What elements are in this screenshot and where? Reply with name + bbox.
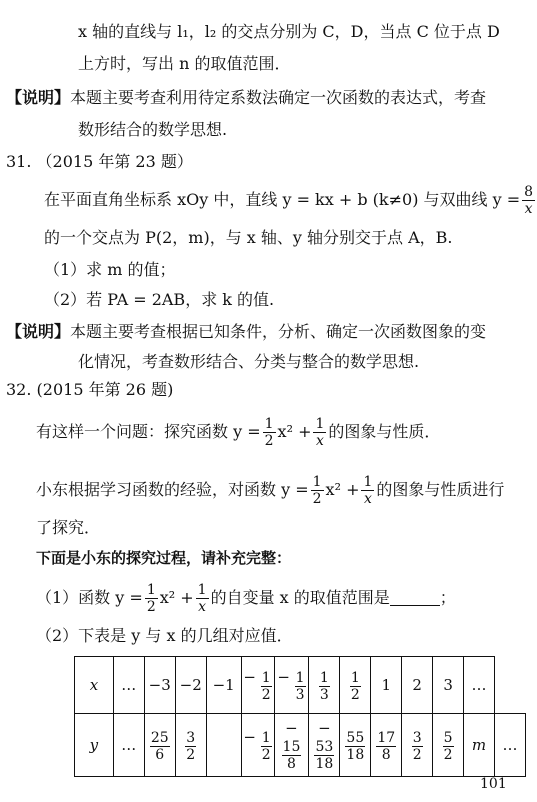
q32-study: 小东根据学习函数的经验，对函数 y = $\frac{1}{2}$ x² + $\frac{1}{x}$ 的图象与性质进行	[36, 473, 505, 507]
note-tag: 【说明】	[6, 88, 71, 107]
table-cell: …	[464, 657, 495, 714]
fraction: $\frac{1}{x}$	[363, 473, 373, 507]
table-cell: x	[75, 657, 114, 714]
q32-intro: 有这样一个问题：探究函数 y = $\frac{1}{2}$ x² + $\frac{1}{x}$ 的图象与性质．	[36, 415, 441, 449]
table-cell: 3	[433, 657, 464, 714]
table-cell: $\frac{17}{8}$	[371, 714, 402, 777]
q32-study-2: 了探究．	[36, 518, 101, 537]
q32-part-2: （2）下表是 y 与 x 的几组对应值．	[36, 626, 293, 645]
table-cell: $\frac{5}{2}$	[433, 714, 464, 777]
q31-stem-text: 在平面直角坐标系 xOy 中，直线 y = kx + b (k≠0) 与双曲线 y =	[44, 190, 521, 209]
note-text: 本题主要考查利用待定系数法确定一次函数的表达式，考查	[70, 88, 487, 107]
q31-stem-1	[44, 180, 537, 220]
answer-blank[interactable]	[390, 591, 440, 606]
table-cell: $\frac{3}{2}$	[402, 714, 433, 777]
line-top-1: x 轴的直线与 l₁，l₂ 的交点分别为 C，D，当点 C 位于点 D	[78, 22, 500, 41]
value-table	[74, 656, 526, 777]
table-cell: 1	[371, 657, 402, 714]
table-row-y	[75, 714, 526, 777]
note-2-cont: 化情况，考查数形结合、分类与整合的数学思想.	[78, 352, 420, 371]
q32-bold-instruction: 下面是小东的探究过程，请补充完整：	[36, 549, 292, 567]
fraction: $\frac{1}{2}$	[312, 473, 322, 507]
table-cell: − $\frac{15}{8}$	[274, 714, 309, 777]
table-cell: − $\frac{1}{3}$	[274, 657, 309, 714]
page-number: 101	[480, 776, 507, 792]
q31-part-2: （2）若 PA = 2AB，求 k 的值.	[44, 290, 275, 309]
table-cell: − $\frac{1}{2}$	[241, 657, 274, 714]
table-row-x	[75, 657, 526, 714]
q32-header: 32. (2015 年第 26 题)	[6, 380, 174, 399]
table-cell: y	[75, 714, 114, 777]
table-cell: −3	[144, 657, 175, 714]
table-cell: …	[113, 714, 144, 777]
fraction: $\frac{1}{2}$	[264, 415, 274, 449]
table-cell: …	[113, 657, 144, 714]
table-cell	[206, 714, 241, 777]
table-cell: $\frac{25}{6}$	[144, 714, 175, 777]
table-cell: $\frac{3}{2}$	[175, 714, 206, 777]
fraction: $\frac{1}{x}$	[315, 415, 325, 449]
q31-header: 31. （2015 年第 23 题）	[6, 152, 193, 171]
fraction: $\frac{1}{2}$	[146, 581, 156, 615]
note-1	[6, 86, 486, 110]
table-cell: 2	[402, 657, 433, 714]
table-cell: $\frac{1}{2}$	[340, 657, 371, 714]
table-cell: …	[494, 714, 525, 777]
note-2	[6, 320, 486, 344]
q31-stem-2: 的一个交点为 P(2，m)，与 x 轴、y 轴分别交于点 A，B.	[44, 228, 453, 247]
table-cell: m	[464, 714, 495, 777]
fraction: $\frac{8}{x}$	[524, 183, 534, 217]
table-cell: $\frac{55}{18}$	[340, 714, 371, 777]
line-top-2: 上方时，写出 n 的取值范围．	[78, 54, 291, 73]
note-text: 本题主要考查根据已知条件，分析、确定一次函数图象的变	[70, 322, 487, 341]
note-1-cont: 数形结合的数学思想.	[78, 120, 228, 139]
note-tag: 【说明】	[6, 322, 71, 341]
table-cell: $\frac{1}{3}$	[309, 657, 340, 714]
q32-part-1: （1）函数 y = $\frac{1}{2}$ x² + $\frac{1}{x}$ 的自变量 x 的取值范围是 ；	[36, 581, 456, 615]
table-cell: −2	[175, 657, 206, 714]
q31-part-1: （1）求 m 的值；	[44, 260, 176, 279]
fraction: $\frac{1}{x}$	[197, 581, 207, 615]
table-cell: − $\frac{1}{2}$	[241, 714, 274, 777]
table-cell: − $\frac{53}{18}$	[309, 714, 340, 777]
table-cell: −1	[206, 657, 241, 714]
